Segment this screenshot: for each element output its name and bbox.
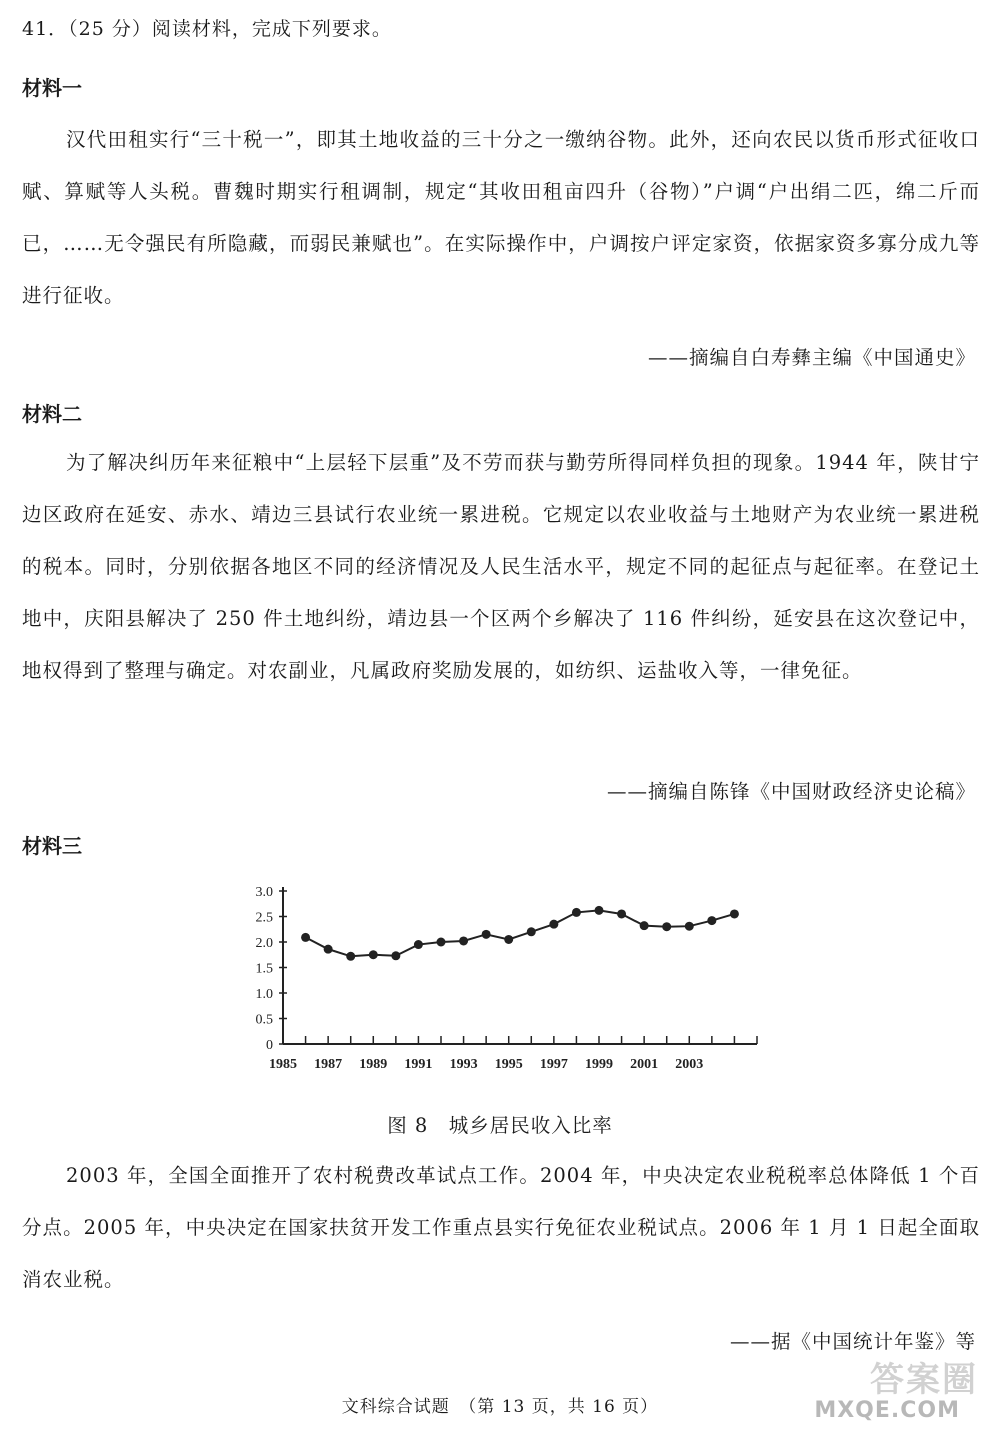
data-point [301, 933, 310, 942]
y-tick-label: 2.0 [255, 936, 273, 951]
x-tick-label: 1997 [539, 1057, 568, 1072]
y-tick-label: 1.5 [255, 961, 273, 977]
y-tick-label: 2.5 [255, 910, 273, 926]
y-tick-label: 3.0 [255, 885, 273, 900]
data-point [391, 951, 400, 960]
y-tick-label: 0 [266, 1038, 273, 1053]
chart-caption: 图 8 城乡居民收入比率 [387, 1114, 613, 1137]
data-point [369, 950, 378, 959]
x-tick-label: 1985 [269, 1057, 297, 1072]
data-point [437, 938, 446, 947]
data-point [549, 920, 558, 929]
income-ratio-chart [0, 870, 1000, 1080]
material3-heading: 材料三 [22, 834, 82, 858]
material3-source: ——据《中国统计年鉴》等 [729, 1330, 976, 1353]
data-point [617, 909, 626, 918]
x-tick-label: 2001 [630, 1057, 659, 1072]
material2-heading: 材料二 [22, 402, 82, 426]
data-point [504, 935, 513, 944]
x-tick-label: 1993 [449, 1057, 478, 1072]
y-tick-label: 1.0 [255, 987, 273, 1002]
material1-heading: 材料一 [22, 76, 82, 100]
x-tick-label: 1999 [585, 1057, 613, 1072]
data-point [527, 927, 536, 936]
data-point [346, 952, 355, 961]
material1-source: ——摘编自白寿彝主编《中国通史》 [647, 346, 976, 369]
x-tick-label: 1995 [494, 1057, 523, 1072]
x-tick-label: 1987 [314, 1057, 343, 1072]
data-point [640, 921, 649, 930]
page-footer: 文科综合试题 （第 13 页，共 16 页） [341, 1397, 659, 1417]
data-point [572, 908, 581, 917]
data-point [685, 922, 694, 931]
series-line [306, 910, 735, 956]
x-tick-label: 1991 [404, 1057, 433, 1072]
x-tick-label: 2003 [675, 1057, 704, 1072]
data-point [595, 906, 604, 915]
x-tick-label: 1989 [359, 1057, 388, 1072]
data-point [459, 936, 468, 945]
data-point [662, 922, 671, 931]
watermark-logo: 答案圈 [870, 1360, 978, 1400]
y-tick-label: 0.5 [255, 1012, 273, 1028]
material3-text: 2003 年，全国全面推开了农村税费改革试点工作。2004 年，中央决定农业税税率总体降低 1 个百分点。2005 年，中央决定在国家扶贫开发工作重点县实行免征农业税试点。2006 年 1 月 1 日起全面取消农业税。 [22, 1164, 980, 1291]
material1-text: 汉代田租实行“三十税一”，即其土地收益的三十分之一缴纳谷物。此外，还向农民以货币形式征收口赋、算赋等人头税。曹魏时期实行租调制，规定“其收田租亩四升（谷物）”户调“户出绢二匹，绵二斤而已，……无令强民有所隐藏，而弱民兼赋也”。在实际操作中，户调按户评定家资，依据家资多寡分成九等进行征收。 [22, 128, 980, 307]
data-point [414, 940, 423, 949]
data-point [707, 916, 716, 925]
material2-text: 为了解决纠历年来征粮中“上层轻下层重”及不劳而获与勤劳所得同样负担的现象。1944 年，陕甘宁边区政府在延安、赤水、靖边三县试行农业统一累进税。它规定以农业收益与土地财产为农业统一累进税的税本。同时，分别依据各地区不同的经济情况及人民生活水平，规定不同的起征点与起征率。在登记土地中，庆阳县解决了 250 件土地纠纷，靖边县一个区两个乡解决了 116 件纠纷，延安县在这次登记中，地权得到了整理与确定。对农副业，凡属政府奖励发展的，如纺织、运盐收入等，一律免征。 [22, 451, 980, 682]
watermark-url: MXQE.COM [814, 1398, 960, 1423]
data-point [730, 909, 739, 918]
data-point [482, 930, 491, 939]
data-point [324, 945, 333, 954]
material2-source: ——摘编自陈锋《中国财政经济史论稿》 [606, 780, 976, 803]
question-header: 41．（25 分）阅读材料，完成下列要求。 [22, 18, 392, 40]
